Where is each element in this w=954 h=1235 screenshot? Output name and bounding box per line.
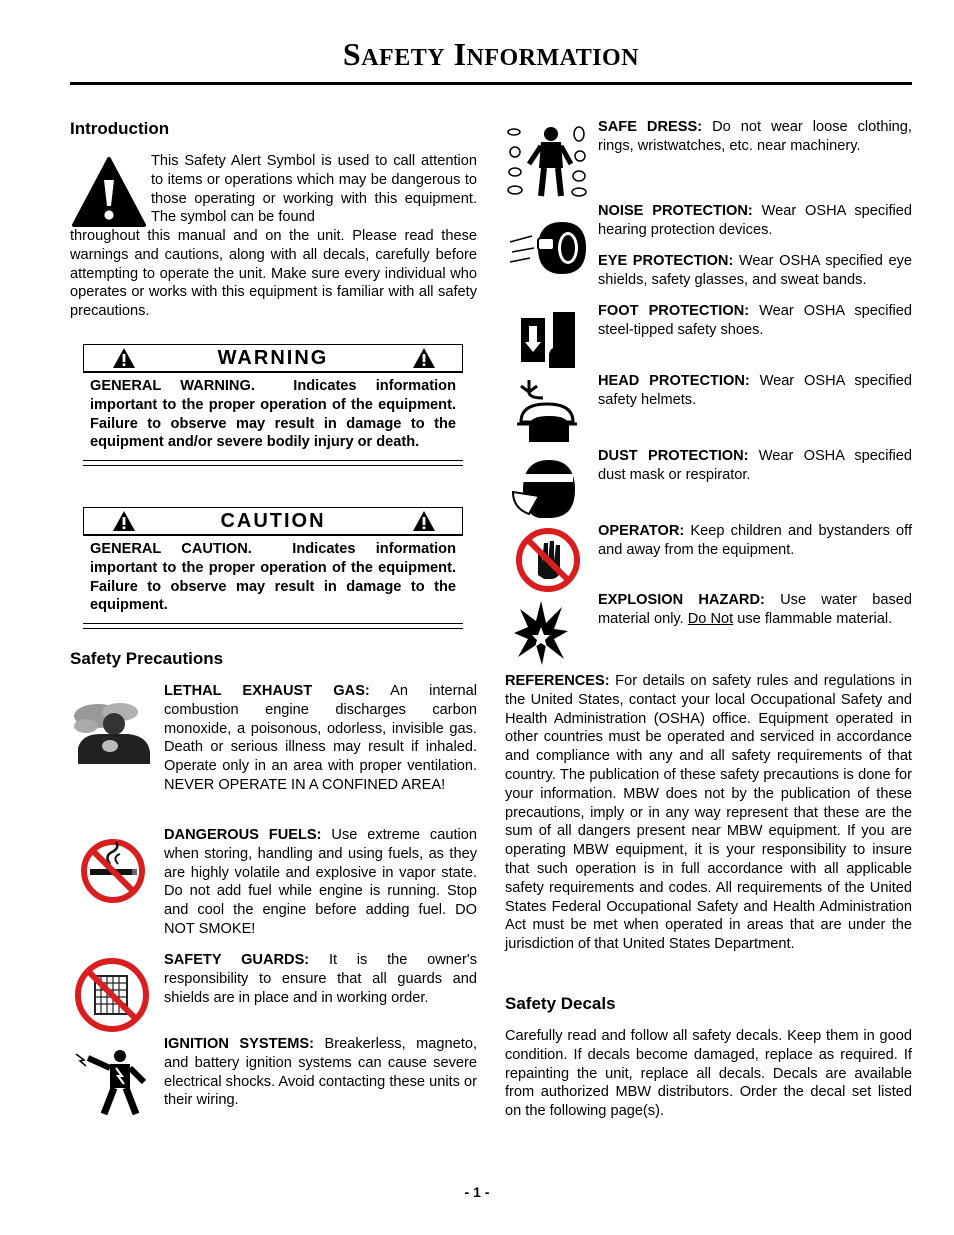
explosion-icon [512, 599, 570, 667]
item-eye-protection [598, 252, 912, 290]
caution-alert-icon-left [112, 510, 136, 532]
title-cap-1: S [342, 36, 362, 72]
caution-text: Indicates information important to the proper operation of the equipment. Failure to observe may result in damage to the equipment. [90, 541, 456, 614]
explosion-hazard-label: EXPLOSION HAZARD: [598, 592, 765, 608]
dust-protection-text: Wear OSHA specified dust mask or respirator. [598, 448, 912, 483]
references-text: For details on safety rules and regulations in the United States, contact your local Occupational Safety and Health Administration (OSHA) office. Equipment operated in other countries must be operated and serviced in accordance and compliance with any and all safety requirements of that country. The publication of these safety precautions is done for your information. MBW does not by the publication of these precautions, imply or in any way represent that these are the sum of all dangers present near MBW equipment. If you are operating MBW equipment, it is your responsibility to insure that such operation is in full accordance with all applicable safety requirements and codes. All requirements of the United States Federal Occupational Safety and Health Administration Act must be met when operated in areas that are under the jurisdiction of that United States Department. [505, 673, 912, 953]
exhaust-gas-icon [72, 698, 154, 766]
item-safe-dress [598, 118, 912, 156]
references-label: REFERENCES: [505, 673, 610, 689]
precaution-exhaust-label: LETHAL EXHAUST GAS: [164, 683, 370, 699]
head-protection-text: Wear OSHA specified safety helmets. [598, 373, 912, 408]
item-explosion-hazard [598, 591, 912, 629]
warning-label: GENERAL WARNING. [90, 378, 255, 394]
precaution-exhaust-text: An internal combustion engine discharges carbon monoxide, a poisonous, odorless, invisible gas. Death or serious illness may result if inhaled. Operate only in an area with proper ventilation. NEVER OPERATE IN A CONFINED AREA! [164, 683, 477, 793]
warning-body [83, 373, 463, 458]
precaution-ignition-label: IGNITION SYSTEMS: [164, 1036, 314, 1052]
warning-bottom-rule [83, 460, 463, 466]
precaution-exhaust [164, 682, 477, 795]
warning-box [83, 344, 463, 466]
precaution-fuels [164, 826, 477, 939]
title-rule [70, 82, 912, 85]
precaution-guards [164, 951, 477, 1007]
item-operator [598, 522, 912, 560]
page-title [70, 36, 912, 73]
item-noise-protection [598, 202, 912, 240]
title-rest-1: AFETY [361, 45, 446, 71]
keep-away-icon [514, 527, 582, 593]
item-dust-protection [598, 447, 912, 485]
operator-text: Keep children and bystanders off and away from the equipment. [598, 523, 912, 558]
warning-alert-icon-right [412, 347, 436, 369]
noise-protection-label: NOISE PROTECTION: [598, 203, 753, 219]
warning-text: Indicates information important to the proper operation of the equipment. Failure to observe may result in damage to the equipment and/or severe bodily injury or death. [90, 378, 457, 451]
references-paragraph [505, 672, 912, 954]
intro-text-1: This Safety Alert Symbol is used to call attention to items or operations which may be dangerous to those operating or working with this equipment. The symbol can be found [151, 153, 477, 226]
foot-protection-label: FOOT PROTECTION: [598, 303, 750, 319]
caution-word: CAUTION [220, 509, 326, 532]
decals-heading: Safety Decals [505, 994, 616, 1013]
explosion-hazard-text-before: Use water based material only. [598, 592, 912, 627]
caution-label: GENERAL CAUTION. [90, 541, 252, 557]
operator-label: OPERATOR: [598, 523, 685, 539]
warning-header [84, 345, 462, 372]
no-smoking-icon [80, 838, 146, 904]
title-cap-2: I [453, 36, 467, 72]
caution-box [83, 507, 463, 629]
safe-dress-label: SAFE DRESS: [598, 119, 703, 135]
precaution-guards-label: SAFETY GUARDS: [164, 952, 310, 968]
eye-protection-text: Wear OSHA specified eye shields, safety glasses, and sweat bands. [598, 253, 912, 288]
page-number: - 1 - [464, 1184, 490, 1200]
warning-alert-icon-left [112, 347, 136, 369]
safe-dress-icon [505, 124, 589, 200]
caution-header [84, 508, 462, 535]
head-protection-icon [509, 376, 579, 446]
caution-bottom-rule [83, 623, 463, 629]
foot-protection-text: Wear OSHA specified steel-tipped safety shoes. [598, 303, 912, 338]
precaution-ignition [164, 1035, 477, 1110]
intro-heading: Introduction [70, 119, 170, 138]
intro-text-2: throughout this manual and on the unit. Please read these warnings and cautions, along with all decals, carefully before attempting to operate the unit. Make sure every individual who operates or works with this equipment is familiar with all safety precautions. [70, 228, 477, 320]
precaution-fuels-label: DANGEROUS FUELS: [164, 827, 322, 843]
explosion-hazard-do-not: Do Not [687, 610, 734, 627]
dust-mask-icon [509, 456, 579, 520]
precaution-fuels-text: Use extreme caution when storing, handling and using fuels, as they are highly volatile and explosive in vapor state. Do not add fuel while engine is running. Stop and cool the engine before adding fuel. DO NOT SMOKE! [164, 827, 477, 937]
caution-body [83, 536, 463, 621]
explosion-hazard-text-after: use flammable material. [737, 610, 893, 627]
electric-shock-icon [74, 1048, 150, 1118]
hearing-eye-protection-icon [508, 218, 588, 278]
eye-protection-label: EYE PROTECTION: [598, 253, 734, 269]
noise-protection-text: Wear OSHA specified hearing protection devices. [598, 203, 912, 238]
safety-alert-icon [71, 156, 147, 228]
safety-guard-icon [73, 956, 151, 1034]
item-foot-protection [598, 302, 912, 340]
caution-alert-icon-right [412, 510, 436, 532]
precautions-heading: Safety Precautions [70, 649, 224, 668]
safe-dress-text: Do not wear loose clothing, rings, wristwatches, etc. near machinery. [598, 119, 912, 154]
head-protection-label: HEAD PROTECTION: [598, 373, 750, 389]
dust-protection-label: DUST PROTECTION: [598, 448, 749, 464]
warning-word: WARNING [217, 346, 329, 369]
decals-text: Carefully read and follow all safety decals. Keep them in good condition. If decals become damaged, replace as required. If repainting the unit, replace all decals. Decals are available from authorized MBW distributors. Order the decal set listed on the following page(s). [505, 1028, 912, 1120]
item-head-protection [598, 372, 912, 410]
foot-protection-icon [519, 310, 579, 370]
title-rest-2: NFORMATION [466, 45, 640, 71]
precaution-ignition-text: Breakerless, magneto, and battery ignition systems can cause severe electrical shocks. Avoid contacting these units or their wiring. [164, 1036, 477, 1109]
precaution-guards-text: It is the owner's responsibility to ensure that all guards and shields are in place and in working order. [164, 952, 477, 1006]
